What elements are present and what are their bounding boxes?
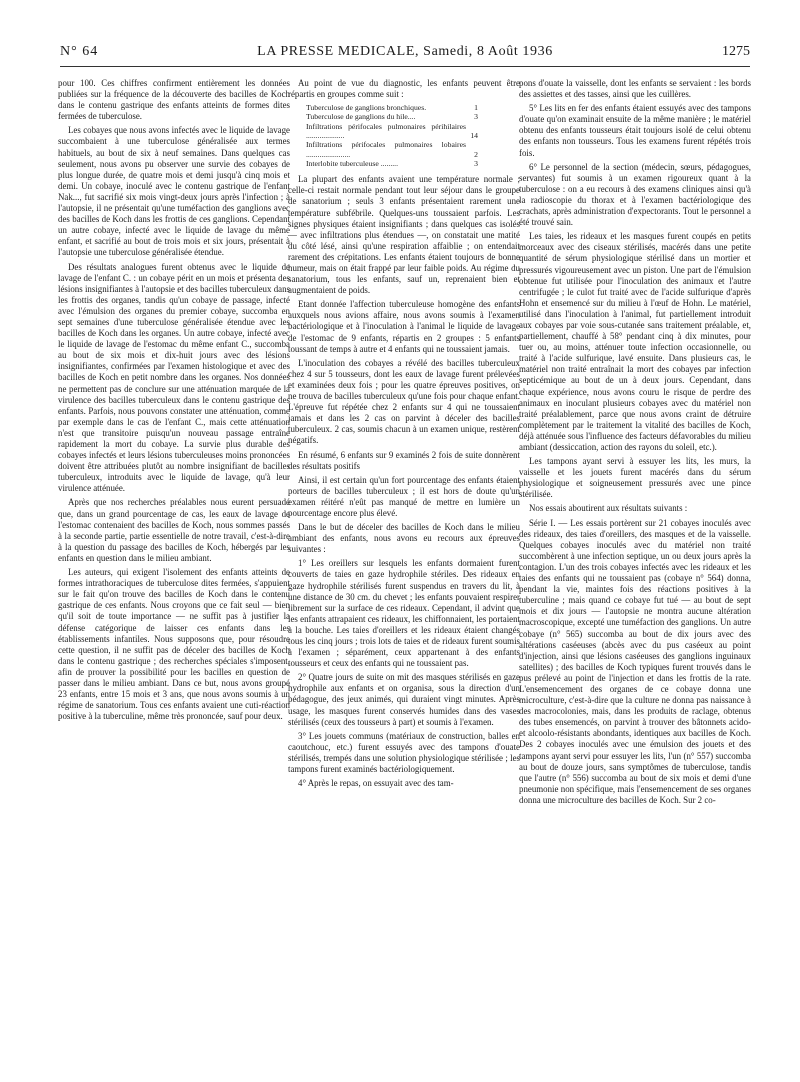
paragraph: 3° Les jouets communs (matériaux de construction, balles en caoutchouc, etc.) furent essuyés avec des tampons d'ouate stérilisés, trempés dans une solution physiologique stérilisée ; les tampons furent examinés bactériologiquement.: [288, 730, 520, 775]
column-left: [58, 78, 290, 725]
paragraph: Les cobayes que nous avons infectés avec le liquide de lavage succombaient à une tuberculose généralisée aux termes habituels, au bout de six à neuf semaines. Dans quelques cas seulement, nous avons pu observer une survie des cobayes de plus longue durée, de quatre mois et demi jusqu'à cinq mois et demi. Un cobaye, inoculé avec le contenu gastrique de l'enfant Nak..., fut sacrifié six mois vingt-deux jours après l'infection ; à l'autopsie, il ne présentait qu'une tuméfaction des ganglions avec des bacilles de Koch dans les frottis de ces ganglions. Cependant un autre cobaye, infecté avec le liquide de lavage du même enfant, et sacrifié au bout de trois mois et six jours, présentait à l'autopsie une tuberculose généralisée étendue.: [58, 125, 290, 258]
group-label: Infiltrations périfocales pulmonaires périhilaires ....................: [306, 121, 466, 141]
group-count: 2: [474, 149, 478, 159]
group-label: Tuberculose de ganglions du hile....: [306, 112, 416, 122]
paragraph: Après que nos recherches préalables nous eurent persuadé que, dans un grand pourcentage de cas, les eaux de lavage de l'estomac contenaient des bacilles de Koch, nous sommes passés à la seconde partie, partie essentielle de notre travail, c'est-à-dire à la question du passage des bacilles de Koch, hébergés par les enfants en question dans le milieu ambiant.: [58, 497, 290, 563]
paragraph: Des résultats analogues furent obtenus avec le liquide de lavage de l'enfant C. : un cobaye périt en un mois et présenta des lésions insignifiantes à l'autopsie et des bacilles tuberculeux dans les frottis des organes, tandis qu'un cobaye de passage, infecté avec l'émulsion des organes du premier cobaye, succomba en sept semaines d'une tuberculose généralisée étendue avec les bacilles de Koch dans les organes. Un autre cobaye, infecté avec le liquide de lavage de l'estomac du même enfant C., succomba au bout de six mois et dix-huit jours avec des lésions insignifiantes, confirmées par l'examen histologique et avec des bacilles de Koch en petit nombre dans les organes. Nos données ne permettent pas de conclure sur une atténuation marquée de la virulence des bacilles tuberculeux dans le contenu gastrique des enfants. Parfois, nous pouvons constater une atténuation, comme par exemple dans le cas de l'enfant C., mais cette atténuation n'est que transitoire puisqu'un nouveau passage entraîne rapidement la mort du cobaye. La survie plus durable des cobayes infectés et leurs lésions tuberculeuses moins prononcées doivent être attribuées plutôt au nombre insignifiant de bacilles tuberculeux, introduits avec le liquide de lavage, qu'à leur virulence atténuée.: [58, 261, 290, 494]
paragraph: 5° Les lits en fer des enfants étaient essuyés avec des tampons d'ouate qu'on examinait ensuite de la même manière ; le matériel obtenu des enfants tousseurs était toujours isolé de celui obtenu des enfants non tousseurs. Tous les examens furent répétés trois fois.: [519, 103, 751, 158]
paragraph: 2° Quatre jours de suite on mit des masques stérilisés en gaze hydrophile aux enfants et on organisa, sous la direction d'un pédagogue, des jeux animés, qui duraient vingt minutes. Après usage, les masques furent conservés humides dans des vases stérilisés (ceux des tousseurs à part) et soumis à l'examen.: [288, 672, 520, 727]
paragraph: En résumé, 6 enfants sur 9 examinés 2 fois de suite donnèrent des résultats positifs: [288, 449, 520, 471]
issue-number: N° 64: [60, 44, 99, 59]
table-row: [306, 122, 478, 141]
column-middle: [288, 78, 520, 792]
paragraph: 4° Après le repas, on essuyait avec des tam-: [298, 778, 454, 789]
paragraph: Dans le but de déceler des bacilles de Koch dans le milieu ambiant des enfants, nous avons eu recours aux épreuves suivantes :: [288, 522, 520, 555]
paragraph: pons d'ouate la vaisselle, dont les enfants se servaient : les bords des assiettes et des tasses, ainsi que les cuillères.: [519, 78, 751, 100]
table-row: [306, 159, 478, 168]
paragraph: La plupart des enfants avaient une température normale ; celle-ci restait normale pendant tout leur séjour dans le groupe de sanatorium ; seuls 3 enfants présentaient rarement une température subfébrile. Quelques-uns toussaient parfois. Les signes physiques étaient insignifiants ; dans quelques cas isolés — avec infiltrations plus étendues —, on constatait une matité du côté lésé, ainsi qu'une respiration affaiblie ; on entendait rarement des crépitations. Les enfants étaient toujours de bonne humeur, mais on était frappé par leur faible poids. Au régime du sanatorium, tous les enfants, sauf un, reprenaient bien et augmentaient de poids.: [288, 174, 520, 296]
group-count: 14: [470, 131, 478, 141]
paragraph: 6° Le personnel de la section (médecin, sœurs, pédagogues, servantes) fut soumis à un examen rigoureux quant à la tuberculose : on a eu recours à des examens cliniques ainsi qu'à la radioscopie du thorax et à l'examen bactériologique des crachats, après administration d'expectorants. Tout le personnel a été trouvé sain.: [519, 161, 751, 228]
group-label: Tuberculose de ganglions bronchiques.: [306, 103, 427, 113]
group-label: Interlobite tuberculeuse .........: [306, 158, 399, 168]
column-right: [519, 78, 751, 809]
table-row: [306, 112, 478, 121]
group-label: Infiltrations périfocales pulmonaires lobaires .......................: [306, 140, 466, 159]
paragraph: Etant donnée l'affection tuberculeuse homogène des enfants auxquels nous avions affaire, nous avons soumis à l'examen bactériologique et à l'inoculation à l'animal le liquide de lavage de l'estomac de 9 enfants, répartis en 2 groupes : 5 enfants toussant de temps à autre et 4 enfants qui ne toussaient jamais.: [288, 299, 520, 354]
table-row: [306, 103, 478, 112]
paragraph: 1° Les oreillers sur lesquels les enfants dormaient furent couverts de taies en gaze hydrophile stériles. Des rideaux en gaze hydrophile stérilisés furent suspendus en travers du lit, à une distance de 30 cm. du chevet ; les enfants pouvaient respirer librement sur la surface de ces rideaux. Cependant, il advint que les enfants attrapaient ces rideaux, les chiffonnaient, les portaient à la bouche. Les taies d'oreillers et les rideaux étaient changés tous les cinq jours ; trois lots de taies et de rideaux furent soumis à l'examen ; séparément, ceux appartenant à des enfants tousseurs et ceux des enfants qui ne toussaient pas.: [288, 558, 520, 669]
journal-title: LA PRESSE MEDICALE, Samedi, 8 Août 1936: [257, 44, 553, 59]
paragraph: Les tampons ayant servi à essuyer les lits, les murs, la vaisselle et les jouets furent macérés dans du sérum physiologique et soigneusement pressurés avec une pince stérilisée.: [519, 456, 751, 500]
group-count: 1: [474, 103, 478, 113]
page-number: 1275: [722, 44, 750, 59]
table-row: [306, 140, 478, 159]
paragraph: Au point de vue du diagnostic, les enfants peuvent être répartis en groupes comme suit :: [288, 78, 520, 100]
paragraph: Nos essais aboutirent aux résultats suivants :: [529, 503, 688, 514]
paragraph: L'inoculation des cobayes a révélé des bacilles tuberculeux chez 4 sur 5 tousseurs, dont les eaux de lavage furent prélevées et examinées deux fois ; pour les quatre épreuves positives, on ne trouva de bacilles tuberculeux qu'une fois pour chaque enfant. L'épreuve fut répétée chez 2 enfants sur 4 qui ne toussaient jamais et dans les 2 cas on parvint à déceler des bacilles tuberculeux. 2 cas, soumis chacun à un examen unique, restèrent négatifs.: [288, 357, 520, 446]
paragraph: Les taies, les rideaux et les masques furent coupés en petits morceaux avec des ciseaux stérilisés, macérés dans une petite quantité de sérum physiologique stérilisé dans un mortier et pressurés vigoureusement avec un piston. Une part de l'émulsion obtenue fut utilisée pour l'inoculation des animaux et l'autre centrifugée ; le culot fut traité avec de l'acide sulfurique d'après Hohn et ensemencé sur du milieu à l'œuf de Hohn. Le matériel, utilisé dans l'inoculation à l'animal, fut partiellement introduit aux cobayes par voie sous-cutanée sans traitement préalable, et, partiellement, chauffé à 58° pendant cinq à dix minutes, pour tuer ou, au moins, atténuer toute infection occasionnelle, ou traité à l'acide sulfurique, lavé ensuite. Dans plusieurs cas, le matériel non traité entraînait la mort des cobayes par infection septicémique au bout de un à deux jours. Cependant, dans chaque expérience, nous avons couru le risque de perdre des animaux en inoculant plusieurs cobayes avec du matériel non traité préalablement, parce que nous avons craint de détruire complètement par le traitement la vitalité des bacilles de Koch, déjà atténuée sous l'influence des facteurs défavorables du milieu ambiant (dessiccation, action des rayons du soleil, etc.).: [519, 231, 751, 452]
page-header: [60, 40, 750, 67]
paragraph: Série I. — Les essais portèrent sur 21 cobayes inoculés avec des rideaux, des taies d'oreillers, des masques et de la vaisselle. Quelques cobayes inoculés avec du matériel non traité succombèrent à une infection septique, un ou deux jours après la contagion. L'un des trois cobayes infectés avec les rideaux et les taies des enfants qui ne toussaient pas (cobaye n° 564) donna, pendant la vie, maintes fois des réactions positives à la tuberculine ; mais quand ce cobaye fut tué — au bout de sept mois et dix jours — l'autopsie ne montra aucune altération macroscopique, excepté une tuméfaction des ganglions. Un autre cobaye (n° 565) succomba au bout de dix jours avec des altérations caséeuses (abcès avec du pus caséeux au point d'injection, ainsi que lésions caséeuses des ganglions inguinaux satellites) ; des bacilles de Koch typiques furent trouvés dans le pus prélevé au point de l'injection et dans les frottis de la rate. L'ensemencement des organes de ce cobaye donna une microculture, c'est-à-dire que la culture ne donna pas naissance à des macrocolonies, mais, dans les produits de raclage, obtenus des tubes ensemencés, on parvint à trouver des bâtonnets acido- et alcoolo-résistants abondants, identiques aux bacilles de Koch. Des 2 cobayes inoculés avec une émulsion des jouets et des tampons ayant servi pour essuyer les lits, l'un (n° 557) succomba au bout de douze jours, sans symptômes de tuberculose, tandis que l'autre (n° 556) succomba au bout de six mois et demi d'une pneumonie non spécifique, mais l'ensemencement de ses organes donna une microculture des bacilles de Koch. Sur 2 co-: [519, 517, 751, 805]
group-count: 3: [474, 158, 478, 168]
paragraph: Ainsi, il est certain qu'un fort pourcentage des enfants étaient porteurs de bacilles tuberculeux ; il est hors de doute qu'un examen réitéré n'eût pas manqué de mettre en lumière un pourcentage encore plus élevé.: [288, 474, 520, 518]
diagnosis-groups-table: [306, 103, 478, 168]
paragraph: Les auteurs, qui exigent l'isolement des enfants atteints de formes intrathoraciques de tuberculose dites fermées, s'appuient sur le fait qu'on trouve des bacilles de Koch dans le contenu gastrique de ces enfants. Nous croyons que ce fait seul — bien qu'il soit de toute importance — ne suffit pas à justifier la défense catégorique de laisser ces enfants dans les établissements infantiles. Nous supposons que, pour résoudre cette question, il ne suffit pas de déceler des bacilles de Koch dans le contenu gastrique ; des recherches spéciales s'imposent, afin de prouver la possibilité pour les bacilles en question de passer dans le milieu ambiant. Dans ce but, nous avons groupé 23 enfants, entre 15 mois et 3 ans, que nous avons soumis à un régime de sanatorium. Tous ces enfants avaient une cuti-réaction positive à la tuberculine, même très prononcée, sauf pour deux.: [58, 567, 290, 722]
paragraph: pour 100. Ces chiffres confirment entièrement les données publiées sur la fréquence de la découverte des bacilles de Koch dans le contenu gastrique des enfants atteints de formes dites fermées de tuberculose.: [58, 78, 290, 122]
group-count: 3: [474, 112, 478, 122]
